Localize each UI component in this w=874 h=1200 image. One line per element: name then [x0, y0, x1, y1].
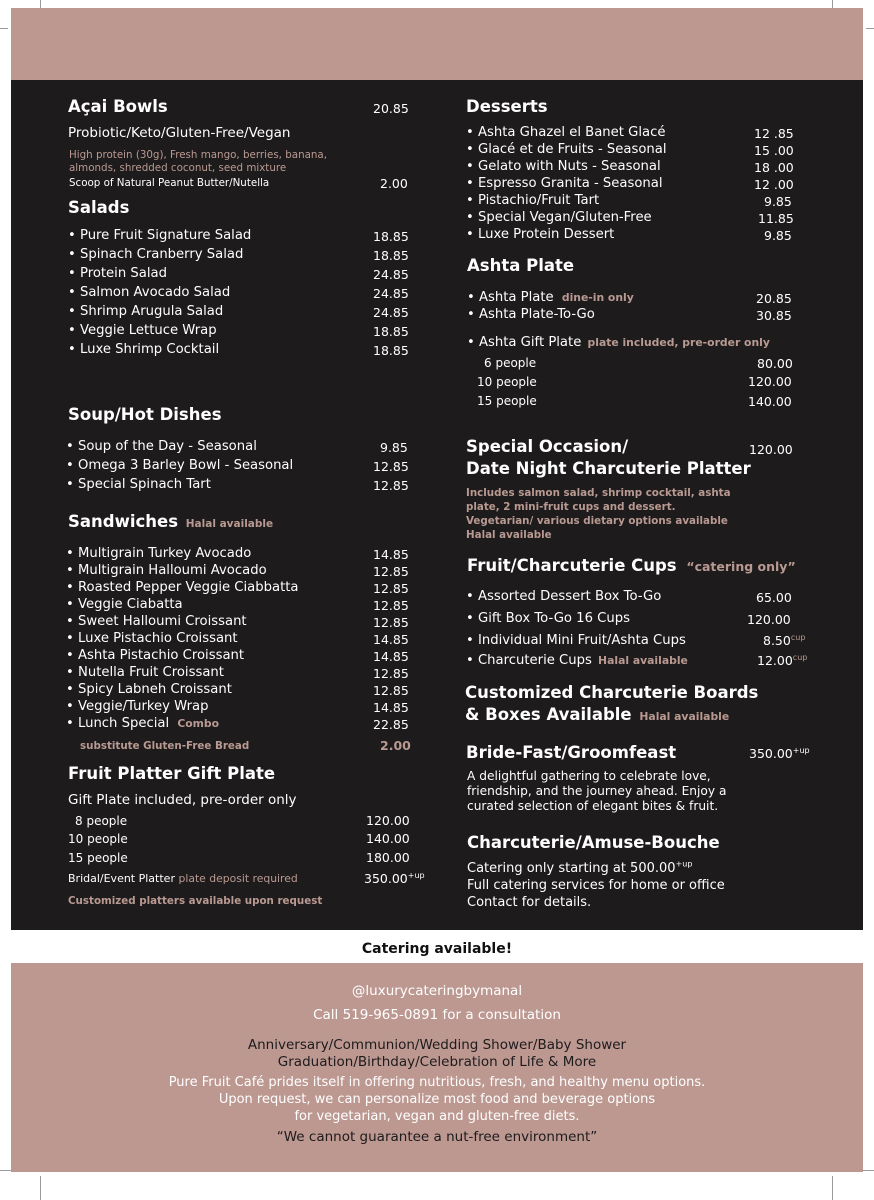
ashta-row-price: 140.00: [748, 394, 792, 409]
sandwich-item: • Veggie Ciabatta: [66, 597, 183, 612]
ashta-plate-price: 20.85: [756, 291, 792, 306]
boards-line-1: Customized Charcuterie Boards: [465, 683, 759, 702]
platter-row-price: 140.00: [366, 831, 410, 846]
amuse-line-1: [467, 861, 692, 876]
bride-price-sup: +up: [792, 745, 810, 755]
acai-subtitle: Probiotic/Keto/Gluten-Free/Vegan: [68, 125, 291, 141]
ashta-togo-price: 30.85: [756, 308, 792, 323]
dessert-price: 9.85: [764, 228, 792, 243]
bride-price-value: 350.00: [749, 746, 793, 761]
cups-price-sup: cup: [792, 652, 808, 662]
sandwiches-title: [68, 512, 273, 531]
ashta-gift-label: • Ashta Gift Plate: [467, 335, 582, 350]
ashta-plate: [467, 290, 634, 305]
cups-item: • Gift Box To-Go 16 Cups: [466, 611, 630, 626]
ashta-row: 15 people: [477, 394, 537, 408]
dessert-item: • Special Vegan/Gluten-Free: [466, 210, 652, 225]
bride-title: Bride-Fast/Groomfeast: [466, 743, 677, 762]
dessert-item: • Ashta Ghazel el Banet Glacé: [466, 125, 666, 140]
ashta-row: 6 people: [484, 356, 537, 370]
right-column: [431, 80, 863, 930]
platter-custom-note: Customized platters available upon request: [68, 895, 323, 907]
sandwich-item: • Nutella Fruit Croissant: [66, 665, 224, 680]
amuse-line-2: Full catering services for home or office: [467, 878, 725, 893]
soup-item: • Omega 3 Barley Bowl - Seasonal: [66, 458, 294, 473]
platter-subtitle: Gift Plate included, pre-order only: [68, 792, 297, 808]
salad-item: • Spinach Cranberry Salad: [68, 247, 244, 262]
amuse-line-3: Contact for details.: [467, 895, 592, 910]
crop-mark: [832, 1176, 833, 1200]
crop-mark: [40, 1176, 41, 1200]
dessert-item: • Pistachio/Fruit Tart: [466, 193, 600, 208]
dessert-price: 12 .00: [754, 177, 794, 192]
cups-price: [757, 653, 807, 668]
events-line-2: Graduation/Birthday/Celebration of Life & More: [277, 1054, 597, 1070]
salad-price: 24.85: [373, 286, 409, 301]
cups-price: 120.00: [747, 612, 791, 627]
ashta-row-price: 80.00: [757, 356, 793, 371]
amuse-title: Charcuterie/Amuse-Bouche: [467, 833, 720, 852]
sandwich-item: • Multigrain Turkey Avocado: [66, 546, 252, 561]
cups-item-charcuterie: [466, 653, 688, 668]
sandwich-item: • Sweet Halloumi Croissant: [66, 614, 247, 629]
dessert-item: • Luxe Protein Dessert: [466, 227, 615, 242]
call-line: Call 519-965-0891 for a consultation: [313, 1007, 561, 1023]
sandwich-item-lunch: [66, 716, 219, 731]
ashta-plate-label: • Ashta Plate: [467, 290, 554, 305]
sandwich-item: • Multigrain Halloumi Avocado: [66, 563, 267, 578]
bridal-platter: [68, 872, 298, 885]
sandwich-item: • Roasted Pepper Veggie Ciabbatta: [66, 580, 299, 595]
lunch-combo-tag: Combo: [177, 717, 220, 730]
soup-price: 9.85: [380, 440, 408, 455]
salad-item: • Shrimp Arugula Salad: [68, 304, 224, 319]
cups-price: 65.00: [756, 590, 792, 605]
cups-title-text: Fruit/Charcuterie Cups: [467, 556, 677, 575]
dessert-price: 18 .00: [754, 160, 794, 175]
acai-title: Açai Bowls: [68, 97, 168, 116]
top-band: [11, 8, 863, 80]
bottom-band: [11, 963, 863, 1172]
cups-price-value: 12.00: [757, 653, 793, 668]
charcuterie-halal-tag: Halal available: [598, 654, 688, 667]
soup-title: Soup/Hot Dishes: [68, 405, 222, 424]
salad-price: 24.85: [373, 267, 409, 282]
occasion-desc: Halal available: [466, 529, 552, 541]
dessert-price: 9.85: [764, 194, 792, 209]
ashta-gift-tag: plate included, pre-order only: [587, 336, 770, 349]
sandwich-price: 12.85: [373, 666, 409, 681]
bridal-price-value: 350.00: [364, 871, 408, 886]
cups-price: [763, 633, 805, 648]
sandwich-price: 12.85: [373, 564, 409, 579]
soup-price: 12.85: [373, 478, 409, 493]
salad-item: • Salmon Avocado Salad: [68, 285, 231, 300]
sandwich-price: 12.85: [373, 683, 409, 698]
cups-title: [467, 556, 796, 575]
amuse-line-1-sup: +up: [675, 859, 693, 869]
dessert-price: 11.85: [758, 211, 794, 226]
cups-catering-tag: “catering only”: [686, 559, 796, 574]
pride-line: Pure Fruit Café prides itself in offering nutritious, fresh, and healthy menu options.: [168, 1075, 706, 1090]
boards-halal-tag: Halal available: [639, 710, 730, 723]
occasion-title-2: Date Night Charcuterie Platter: [466, 459, 751, 478]
salad-price: 18.85: [373, 343, 409, 358]
dessert-price: 12 .85: [754, 126, 794, 141]
platter-row: 15 people: [68, 851, 128, 865]
platter-row-price: 180.00: [366, 850, 410, 865]
soup-item: • Soup of the Day - Seasonal: [66, 439, 257, 454]
dessert-item: • Espresso Granita - Seasonal: [466, 176, 663, 191]
acai-desc-2: almonds, shredded coconut, seed mixture: [69, 162, 287, 174]
acai-price: 20.85: [373, 101, 409, 116]
salad-item: • Protein Salad: [68, 266, 167, 281]
sandwich-item: • Ashta Pistachio Croissant: [66, 648, 245, 663]
ashta-row: 10 people: [477, 375, 537, 389]
bride-desc: curated selection of elegant bites & fruit.: [467, 799, 719, 813]
boards-line-2: [465, 705, 729, 724]
sandwich-item: • Veggie/Turkey Wrap: [66, 699, 209, 714]
lunch-special-label: • Lunch Special: [66, 716, 170, 731]
bride-desc: A delightful gathering to celebrate love,: [467, 769, 711, 783]
charcuterie-cups-label: • Charcuterie Cups: [466, 653, 592, 668]
crop-mark: [0, 28, 8, 29]
salad-price: 18.85: [373, 248, 409, 263]
events-line-1: Anniversary/Communion/Wedding Shower/Baby Shower: [247, 1037, 627, 1053]
salads-title: Salads: [68, 198, 130, 217]
sandwich-price: 14.85: [373, 649, 409, 664]
salad-price: 24.85: [373, 305, 409, 320]
sandwich-price: 22.85: [373, 717, 409, 732]
cups-item: • Assorted Dessert Box To-Go: [466, 589, 662, 604]
sandwich-price: 14.85: [373, 632, 409, 647]
amuse-line-1-text: Catering only starting at 500.00: [467, 861, 676, 876]
sandwich-price: 12.85: [373, 615, 409, 630]
ashta-row-price: 120.00: [748, 374, 792, 389]
bride-desc: friendship, and the journey ahead. Enjoy a: [467, 784, 727, 798]
pride-line: for vegetarian, vegan and gluten-free diets.: [294, 1109, 580, 1124]
gf-bread-price: 2.00: [380, 738, 411, 753]
sandwich-price: 12.85: [373, 581, 409, 596]
gf-bread-label: substitute Gluten-Free Bread: [80, 740, 250, 752]
sandwich-price: 14.85: [373, 547, 409, 562]
bridal-deposit-tag: plate deposit required: [178, 872, 298, 885]
sandwich-item: • Spicy Labneh Croissant: [66, 682, 232, 697]
cups-price-sup: cup: [790, 632, 806, 642]
crop-mark: [866, 28, 874, 29]
boards-line-2-text: & Boxes Available: [465, 705, 632, 724]
bride-price: [749, 746, 810, 761]
dessert-price: 15 .00: [754, 143, 794, 158]
bridal-price-sup: +up: [407, 870, 425, 880]
sandwich-item: • Luxe Pistachio Croissant: [66, 631, 238, 646]
platter-row: 10 people: [68, 832, 128, 846]
pride-line: Upon request, we can personalize most food and beverage options: [218, 1092, 656, 1107]
salad-item: • Pure Fruit Signature Salad: [68, 228, 252, 243]
sandwich-price: 12.85: [373, 598, 409, 613]
ashta-dinein-tag: dine-in only: [561, 291, 634, 304]
soup-item: • Special Spinach Tart: [66, 477, 211, 492]
acai-addon-price: 2.00: [380, 176, 408, 191]
dessert-item: • Glacé et de Fruits - Seasonal: [466, 142, 667, 157]
desserts-title: Desserts: [466, 97, 548, 116]
platter-row: 8 people: [75, 814, 128, 828]
occasion-title-1: Special Occasion/: [466, 437, 629, 456]
platter-row-price: 120.00: [366, 813, 410, 828]
occasion-price: 120.00: [749, 442, 793, 457]
occasion-desc: Vegetarian/ various dietary options available: [466, 515, 728, 527]
salad-price: 18.85: [373, 229, 409, 244]
soup-price: 12.85: [373, 459, 409, 474]
sandwiches-halal-tag: Halal available: [185, 518, 274, 530]
ashta-gift: [467, 335, 770, 350]
cups-item: • Individual Mini Fruit/Ashta Cups: [466, 633, 686, 648]
bridal-platter-label: Bridal/Event Platter: [68, 872, 175, 885]
sandwich-price: 14.85: [373, 700, 409, 715]
nut-free-disclaimer: “We cannot guarantee a nut-free environment”: [276, 1129, 598, 1145]
platter-title: Fruit Platter Gift Plate: [68, 764, 276, 783]
acai-desc-1: High protein (30g), Fresh mango, berries, banana,: [69, 149, 328, 161]
menu-panel: [11, 80, 863, 930]
bridal-platter-price: [364, 871, 425, 886]
catering-strip: Catering available!: [11, 930, 863, 963]
ashta-togo-label: • Ashta Plate-To-Go: [467, 307, 595, 322]
cups-price-value: 8.50: [763, 633, 791, 648]
acai-addon-label: Scoop of Natural Peanut Butter/Nutella: [69, 177, 270, 189]
occasion-desc: Includes salmon salad, shrimp cocktail, ashta: [466, 487, 731, 499]
salad-price: 18.85: [373, 324, 409, 339]
ashta-title: Ashta Plate: [467, 256, 575, 275]
left-column: [11, 80, 431, 930]
salad-item: • Veggie Lettuce Wrap: [68, 323, 217, 338]
sandwiches-title-text: Sandwiches: [68, 512, 179, 531]
social-handle: @luxurycateringbymanal: [351, 983, 523, 999]
occasion-desc: plate, 2 mini-fruit cups and dessert.: [466, 501, 676, 513]
dessert-item: • Gelato with Nuts - Seasonal: [466, 159, 661, 174]
salad-item: • Luxe Shrimp Cocktail: [68, 342, 220, 357]
